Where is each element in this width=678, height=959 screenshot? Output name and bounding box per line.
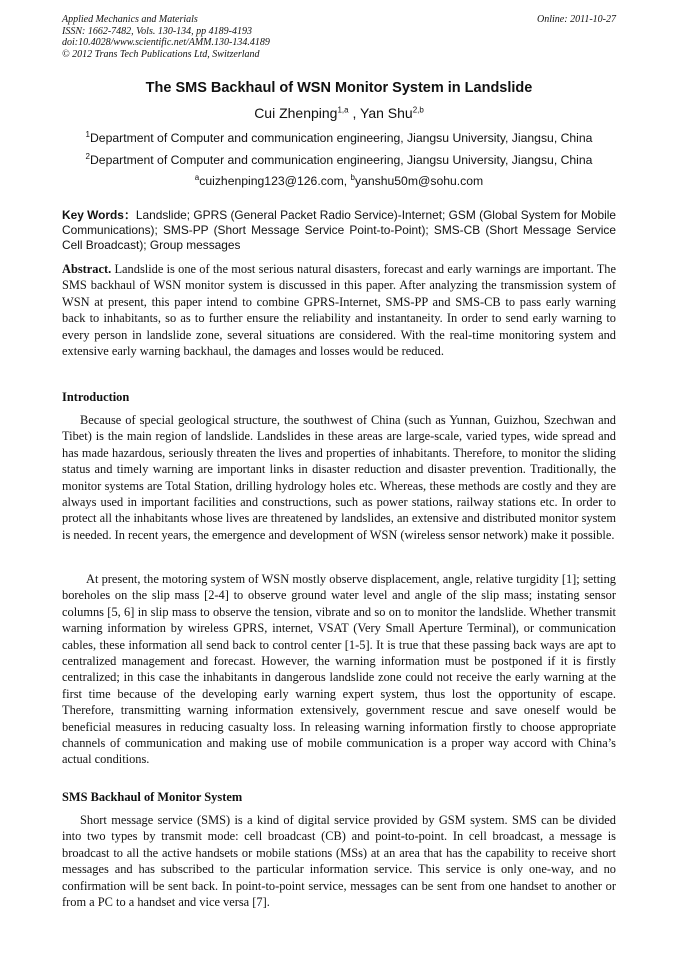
- online-date: Online: 2011-10-27: [537, 14, 616, 25]
- affiliation-number: 1: [85, 129, 90, 139]
- affiliation-2: [62, 153, 616, 167]
- email-marker: b: [350, 172, 355, 182]
- affiliation-text: Department of Computer and communication engineering, Jiangsu University, Jiangsu, China: [90, 131, 593, 145]
- author-line: [62, 105, 616, 121]
- abstract-text: Landslide is one of the most serious natural disasters, forecast and early warnings are important. The SMS backhaul of WSN monitor system is discussed in this paper. After analyzing the transmission system of WSN at present, this paper intend to combine GPRS-Internet, SMS-PP and SMS-CB to pass early warning back to inhabitants, so as to further ensure the reliability and instantaneity. In order to send early warning to every person in landslide zone, several situations are considered. With the real-time monitoring system and extensive early warning backhaul, the damages and losses would be reduced.: [62, 262, 616, 359]
- paper-title: The SMS Backhaul of WSN Monitor System in Landslide: [145, 80, 533, 96]
- affiliation-1: [62, 131, 616, 145]
- issn-line: ISSN: 1662-7482, Vols. 130-134, pp 4189-4193: [62, 25, 252, 37]
- author-superscript: 2,b: [412, 105, 424, 115]
- section-heading-introduction: Introduction: [62, 390, 130, 404]
- intro-paragraph-1: Because of special geological structure, the southwest of China (such as Yunnan, Guizhou, Szechwan and Tibet) is the main region of landslide. Landslides in these areas are large-scale, varied types, wide spread and has made hazardous, seriously threaten the lives and properties of inhabitants. Therefore, to monitor the sliding status and timely warning are important links in disaster reduction and disaster prevention. Traditionally, the monitor systems are Total Station, drilling hydrology holes etc. Whereas, these methods are costly and they are always used in important facilities and constructions, such as power stations, railway stations etc. In order to protect all the inhabitants whose lives are threatened by landslides, an extensive and distributed monitor system is needed. In recent years, the emergence and development of WSN (wireless sensor network) make it possible.: [62, 413, 616, 542]
- email-address: cuizhenping123@126.com,: [199, 174, 351, 188]
- keywords-label: Key Words：: [62, 208, 136, 222]
- email-address: yanshu50m@sohu.com: [354, 174, 484, 188]
- affiliation-text: Department of Computer and communication engineering, Jiangsu University, Jiangsu, China: [90, 153, 593, 167]
- section-heading-sms-backhaul: SMS Backhaul of Monitor System: [62, 790, 243, 804]
- doi-line: doi:10.4028/www.scientific.net/AMM.130-134.4189: [62, 37, 270, 48]
- keywords-text: Landslide; GPRS (General Packet Radio Service)-Internet; GSM (Global System for Mobile Communications); SMS-PP (Short Message Service Point-to-Point); SMS-CB (Short Message Service Cell Broadcast); Group messages: [62, 208, 616, 253]
- journal-header: [62, 14, 616, 60]
- sms-paragraph-1: Short message service (SMS) is a kind of digital service provided by GSM system. SMS can be divided into two types by transmit mode: cell broadcast (CB) and point-to-point. In cell broadcast, a message is broadcast to all the active handsets or mobile stations (MSs) at an area that has the capability to receive short messages and has subscribed to the particular information service. This service is only one-way, and no confirmation will be sent back. In point-to-point service, messages can be sent from one handset to another or from a PC to a handset and vice versa [7].: [62, 813, 616, 910]
- author-name: Cui Zhenping: [254, 105, 338, 121]
- abstract-label: Abstract.: [62, 262, 112, 276]
- journal-name: Applied Mechanics and Materials: [62, 14, 198, 25]
- keywords-block: [62, 208, 616, 254]
- intro-paragraph-2: At present, the motoring system of WSN mostly observe displacement, angle, relative turgidity [1]; setting boreholes on the slip mass [2-4] to observe ground water level and angle of the slip mass; instating sensor columns [5, 6] in slip mass to observe the tension, vibrate and so on to monitor the landslide. Whether transmit warning information by wireless GPRS, internet, VSAT (Very Small Aperture Terminal), or communication cables, these information all send back to control center [1-5]. It is true that these passing back ways are apt to centralized management and forecast. However, the warning information must be postponed if it is firstly centralized; in this case the inhabitants in dangerous landslide zone could not receive the early warning at the first time because of the developing early warning expert system, thus lost the opportunity of escape. Therefore, transmitting warning information extensively, government rescue and save oneself would be beneficial measures in reducing casualty loss. In releasing warning information firstly to choose appropriate channels of communication and making use of mobile communication is a proper way accord with China’s actual conditions.: [62, 572, 616, 767]
- author-superscript: 1,a: [337, 105, 349, 115]
- email-marker: a: [194, 172, 200, 182]
- affiliation-number: 2: [85, 151, 90, 161]
- author-name: Yan Shu: [360, 105, 413, 121]
- email-line: [62, 174, 616, 188]
- author-separator: ,: [348, 105, 361, 121]
- abstract-block: [62, 261, 616, 359]
- copyright-line: © 2012 Trans Tech Publications Ltd, Switzerland: [62, 48, 260, 60]
